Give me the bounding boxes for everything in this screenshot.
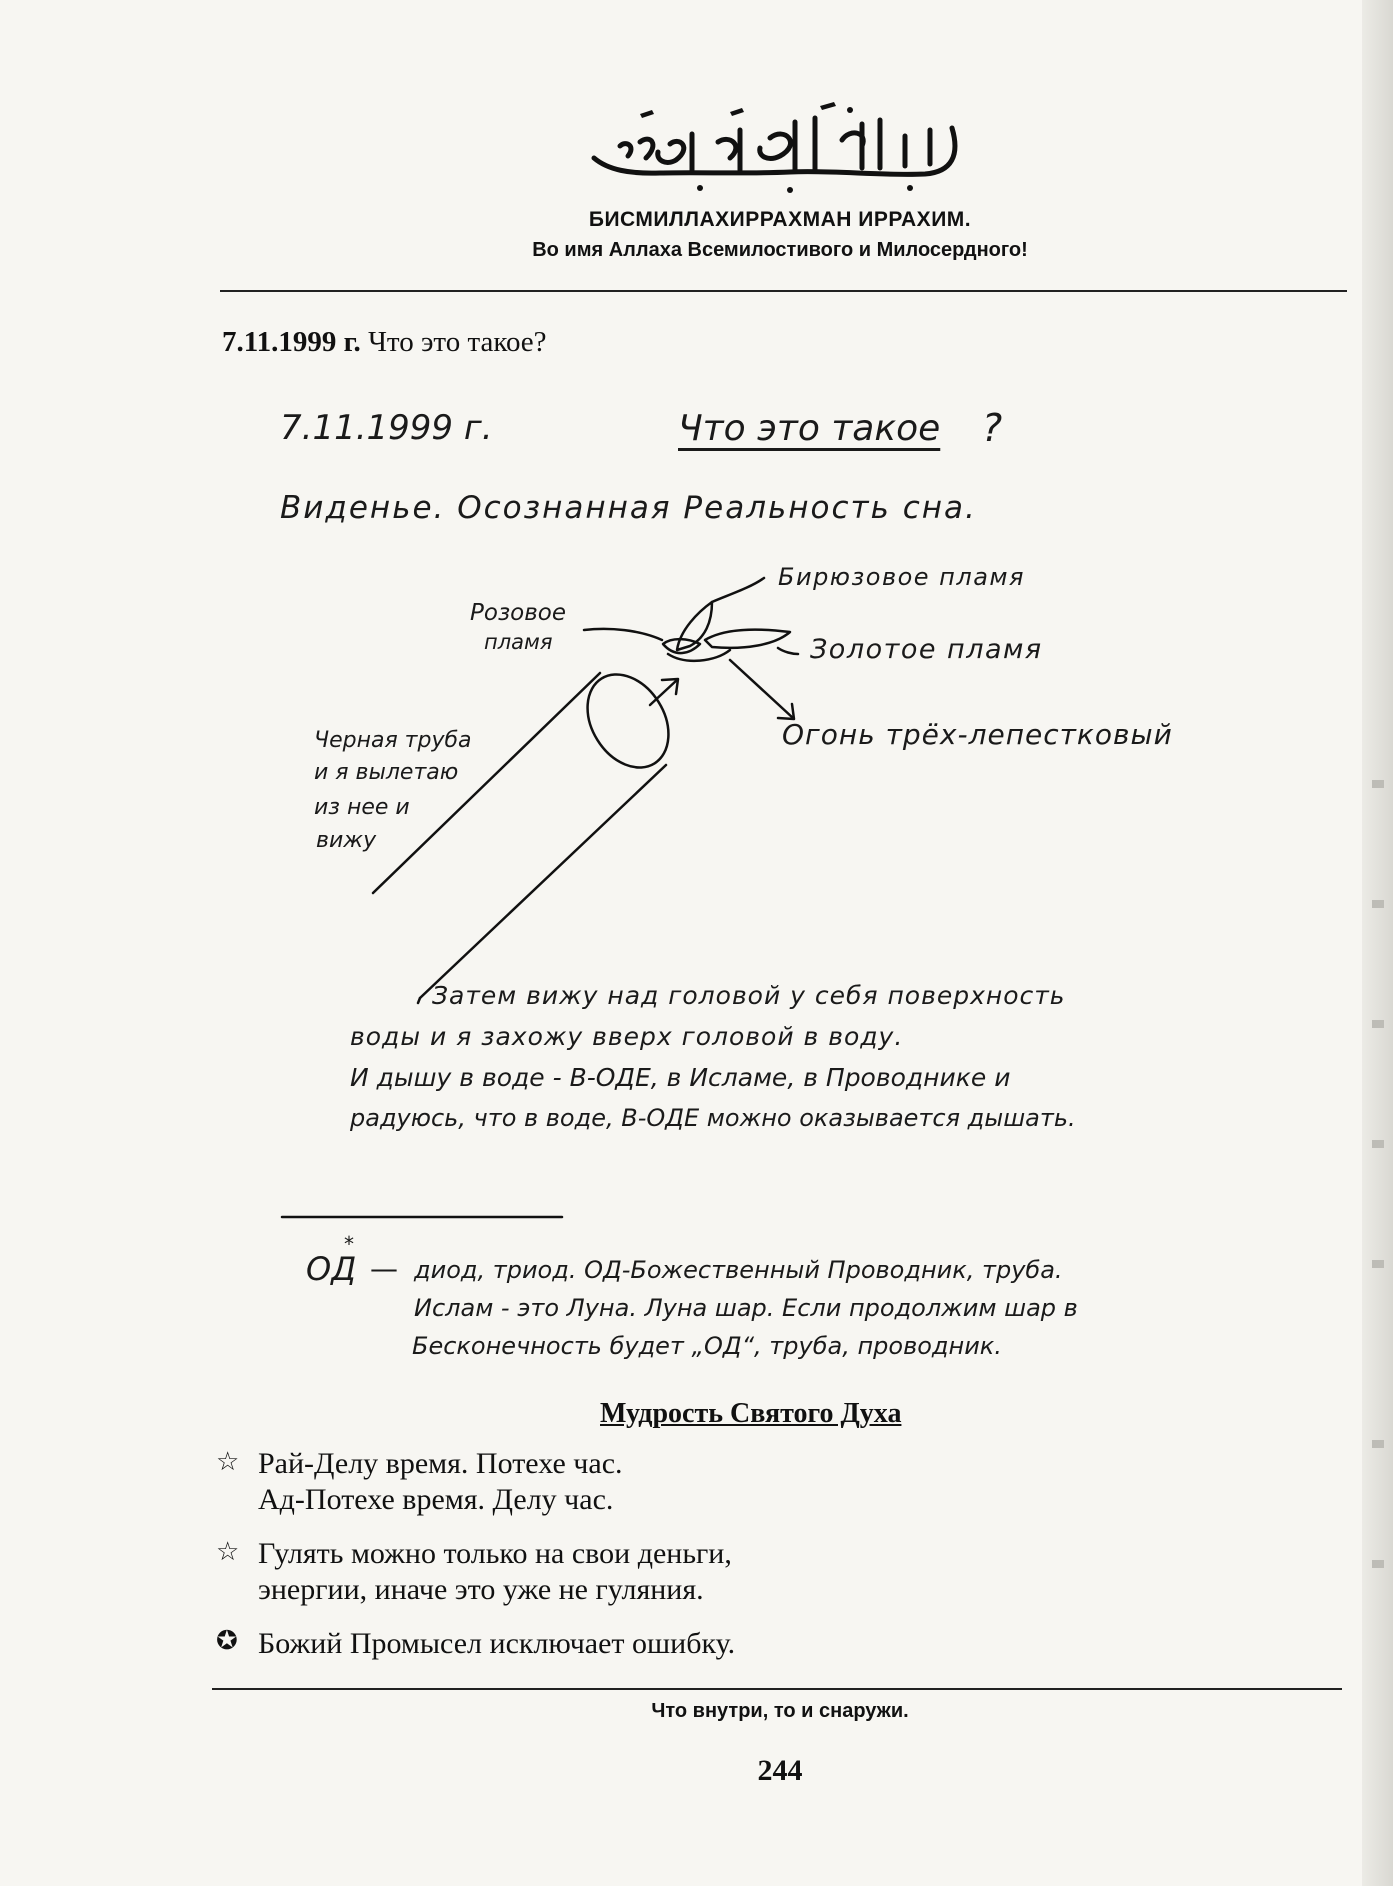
handwritten-date: 7.11.1999 г. bbox=[280, 408, 493, 448]
leader-turquoise bbox=[712, 578, 764, 602]
circled-star-icon: ✪ bbox=[216, 1626, 238, 1655]
leader-fire bbox=[730, 660, 793, 718]
footer-rule bbox=[212, 1688, 1342, 1690]
footnote-line-3: Бесконечность будет „ОД“, труба, проводник. bbox=[412, 1332, 1002, 1360]
handwritten-question-mark: ? bbox=[982, 406, 1003, 450]
label-tube-line1: Черная труба bbox=[314, 728, 472, 753]
aphorism-line: Божий Промысел исключает ошибку. bbox=[258, 1627, 736, 1660]
footnote-line-2: Ислам - это Луна. Луна шар. Если продолжим шар в bbox=[414, 1294, 1078, 1322]
aphorism-1 bbox=[258, 1446, 623, 1518]
wisdom-title: Мудрость Святого Духа bbox=[600, 1398, 902, 1429]
entry-title: Что это такое? bbox=[368, 326, 547, 358]
paragraph-line-4: радуюсь, что в воде, В-ОДЕ можно оказывается дышать. bbox=[350, 1104, 1076, 1132]
aphorism-2 bbox=[258, 1536, 732, 1608]
handwritten-intro: Виденье. Осознанная Реальность сна. bbox=[280, 490, 977, 526]
handwritten-title: Что это такое bbox=[678, 408, 941, 449]
aphorism-line: Гулять можно только на свои деньги, bbox=[258, 1537, 732, 1570]
label-tube-line4: вижу bbox=[316, 828, 377, 853]
paragraph-line-3: И дышу в воде - В-ОДЕ, в Исламе, в Проводнике и bbox=[350, 1063, 1011, 1092]
flame-petal-left bbox=[663, 639, 700, 653]
label-turquoise-flame: Бирюзовое пламя bbox=[778, 563, 1025, 591]
leader-pink bbox=[584, 629, 662, 640]
tube-opening-ellipse bbox=[571, 660, 685, 783]
aphorism-line: Ад-Потехе время. Делу час. bbox=[258, 1483, 614, 1516]
label-tube-line3: из нее и bbox=[314, 795, 410, 820]
aphorism-line: Рай-Делу время. Потехе час. bbox=[258, 1447, 623, 1480]
flame-petal-right bbox=[705, 630, 790, 648]
footnote-dash: — bbox=[370, 1252, 398, 1285]
footnote-line-1: диод, триод. ОД-Божественный Проводник, труба. bbox=[414, 1256, 1063, 1284]
tube-lower-edge bbox=[420, 765, 666, 998]
footnote-term: ОД bbox=[306, 1250, 357, 1288]
footnote-asterisk: * bbox=[344, 1232, 354, 1256]
footer-quote: Что внутри, то и снаружи. bbox=[651, 1700, 909, 1722]
basmala-translation: Во имя Аллаха Всемилостивого и Милосердного! bbox=[532, 239, 1028, 261]
basmala-title: БИСМИЛЛАХИРРАХМАН ИРРАХИМ. bbox=[588, 208, 972, 231]
aphorism-3 bbox=[258, 1626, 735, 1662]
page-number: 244 bbox=[757, 1754, 803, 1787]
label-pink-flame-line2: пламя bbox=[484, 630, 553, 654]
aphorism-line: энергии, иначе это уже не гуляния. bbox=[258, 1573, 704, 1606]
exit-arrow bbox=[650, 680, 677, 705]
label-tube-line2: и я вылетаю bbox=[314, 760, 459, 785]
label-pink-flame-line1: Розовое bbox=[470, 600, 567, 626]
label-golden-flame: Золотое пламя bbox=[810, 634, 1043, 665]
paragraph-line-2: воды и я захожу вверх головой в воду. bbox=[350, 1022, 904, 1051]
star-outline-icon: ☆ bbox=[216, 1537, 240, 1566]
label-three-petal-fire: Огонь трёх-лепестковый bbox=[782, 718, 1173, 751]
paragraph-line-1: Затем вижу над головой у себя поверхность bbox=[432, 981, 1066, 1010]
tube-lower-edge-tail bbox=[418, 998, 420, 1003]
star-outline-icon: ☆ bbox=[216, 1447, 240, 1476]
leader-golden bbox=[778, 648, 798, 654]
entry-date: 7.11.1999 г. bbox=[222, 326, 361, 358]
